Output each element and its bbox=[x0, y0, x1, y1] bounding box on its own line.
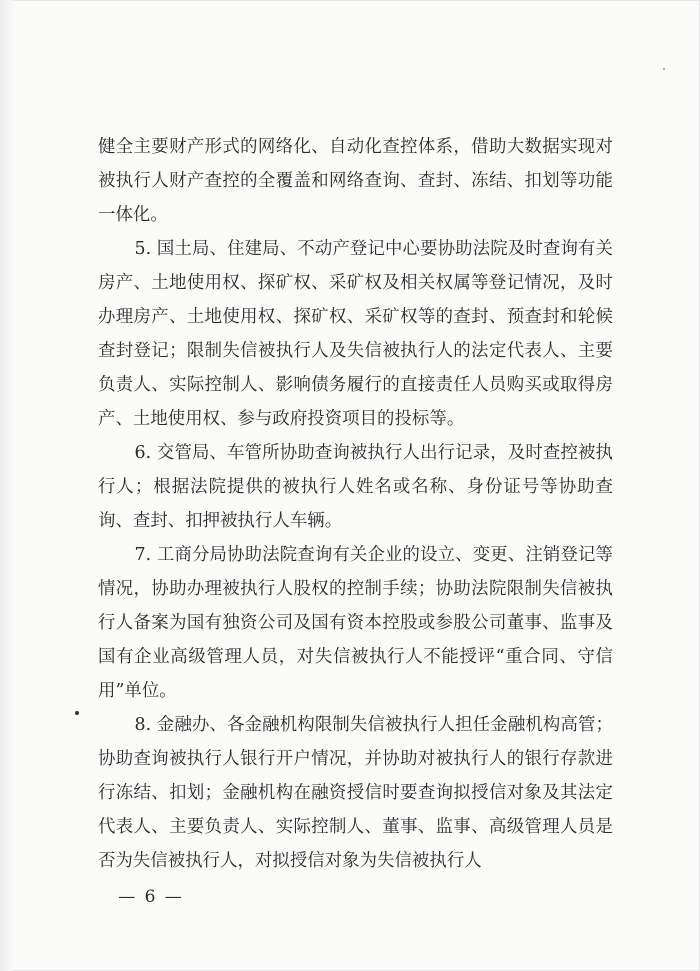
ink-mark bbox=[75, 711, 79, 715]
page-number: — 6 — bbox=[118, 887, 184, 907]
paragraph-item-8: 8. 金融办、各金融机构限制失信被执行人担任金融机构高管；协助查询被执行人银行开户情况，并协助对被执行人的银行存款进行冻结、扣划；金融机构在融资授信时要查询拟授信对象及其法定代表人、主要负责人、实际控制人、董事、监事、高级管理人员是否为失信被执行人，对拟授信对象为失信被执行人 bbox=[98, 715, 613, 871]
paragraph-item-5: 5. 国土局、住建局、不动产登记中心要协助法院及时查询有关房产、土地使用权、探矿权、采矿权及相关权属等登记情况，及时办理房产、土地使用权、探矿权、采矿权等的查封、预查封和轮候查封登记；限制失信被执行人及失信被执行人的法定代表人、主要负责人、实际控制人、影响债务履行的直接责任人员购买或取得房产、土地使用权、参与政府投资项目的投标等。 bbox=[98, 239, 613, 429]
scan-speck bbox=[663, 68, 665, 70]
document-body bbox=[98, 130, 613, 878]
paragraph-continuation: 健全主要财产形式的网络化、自动化查控体系，借助大数据实现对被执行人财产查控的全覆盖和网络查询、查封、冻结、扣划等功能一体化。 bbox=[98, 137, 613, 225]
scan-shadow-left bbox=[0, 0, 16, 971]
paragraph-item-6: 6. 交管局、车管所协助查询被执行人出行记录，及时查控被执行人；根据法院提供的被执行人姓名或名称、身份证号等协助查询、查封、扣押被执行人车辆。 bbox=[98, 443, 613, 531]
paragraph-item-7: 7. 工商分局协助法院查询有关企业的设立、变更、注销登记等情况，协助办理被执行人股权的控制手续；协助法院限制失信被执行人备案为国有独资公司及国有资本控股或参股公司董事、监事及国有企业高级管理人员，对失信被执行人不能授评“重合同、守信用”单位。 bbox=[98, 545, 613, 701]
